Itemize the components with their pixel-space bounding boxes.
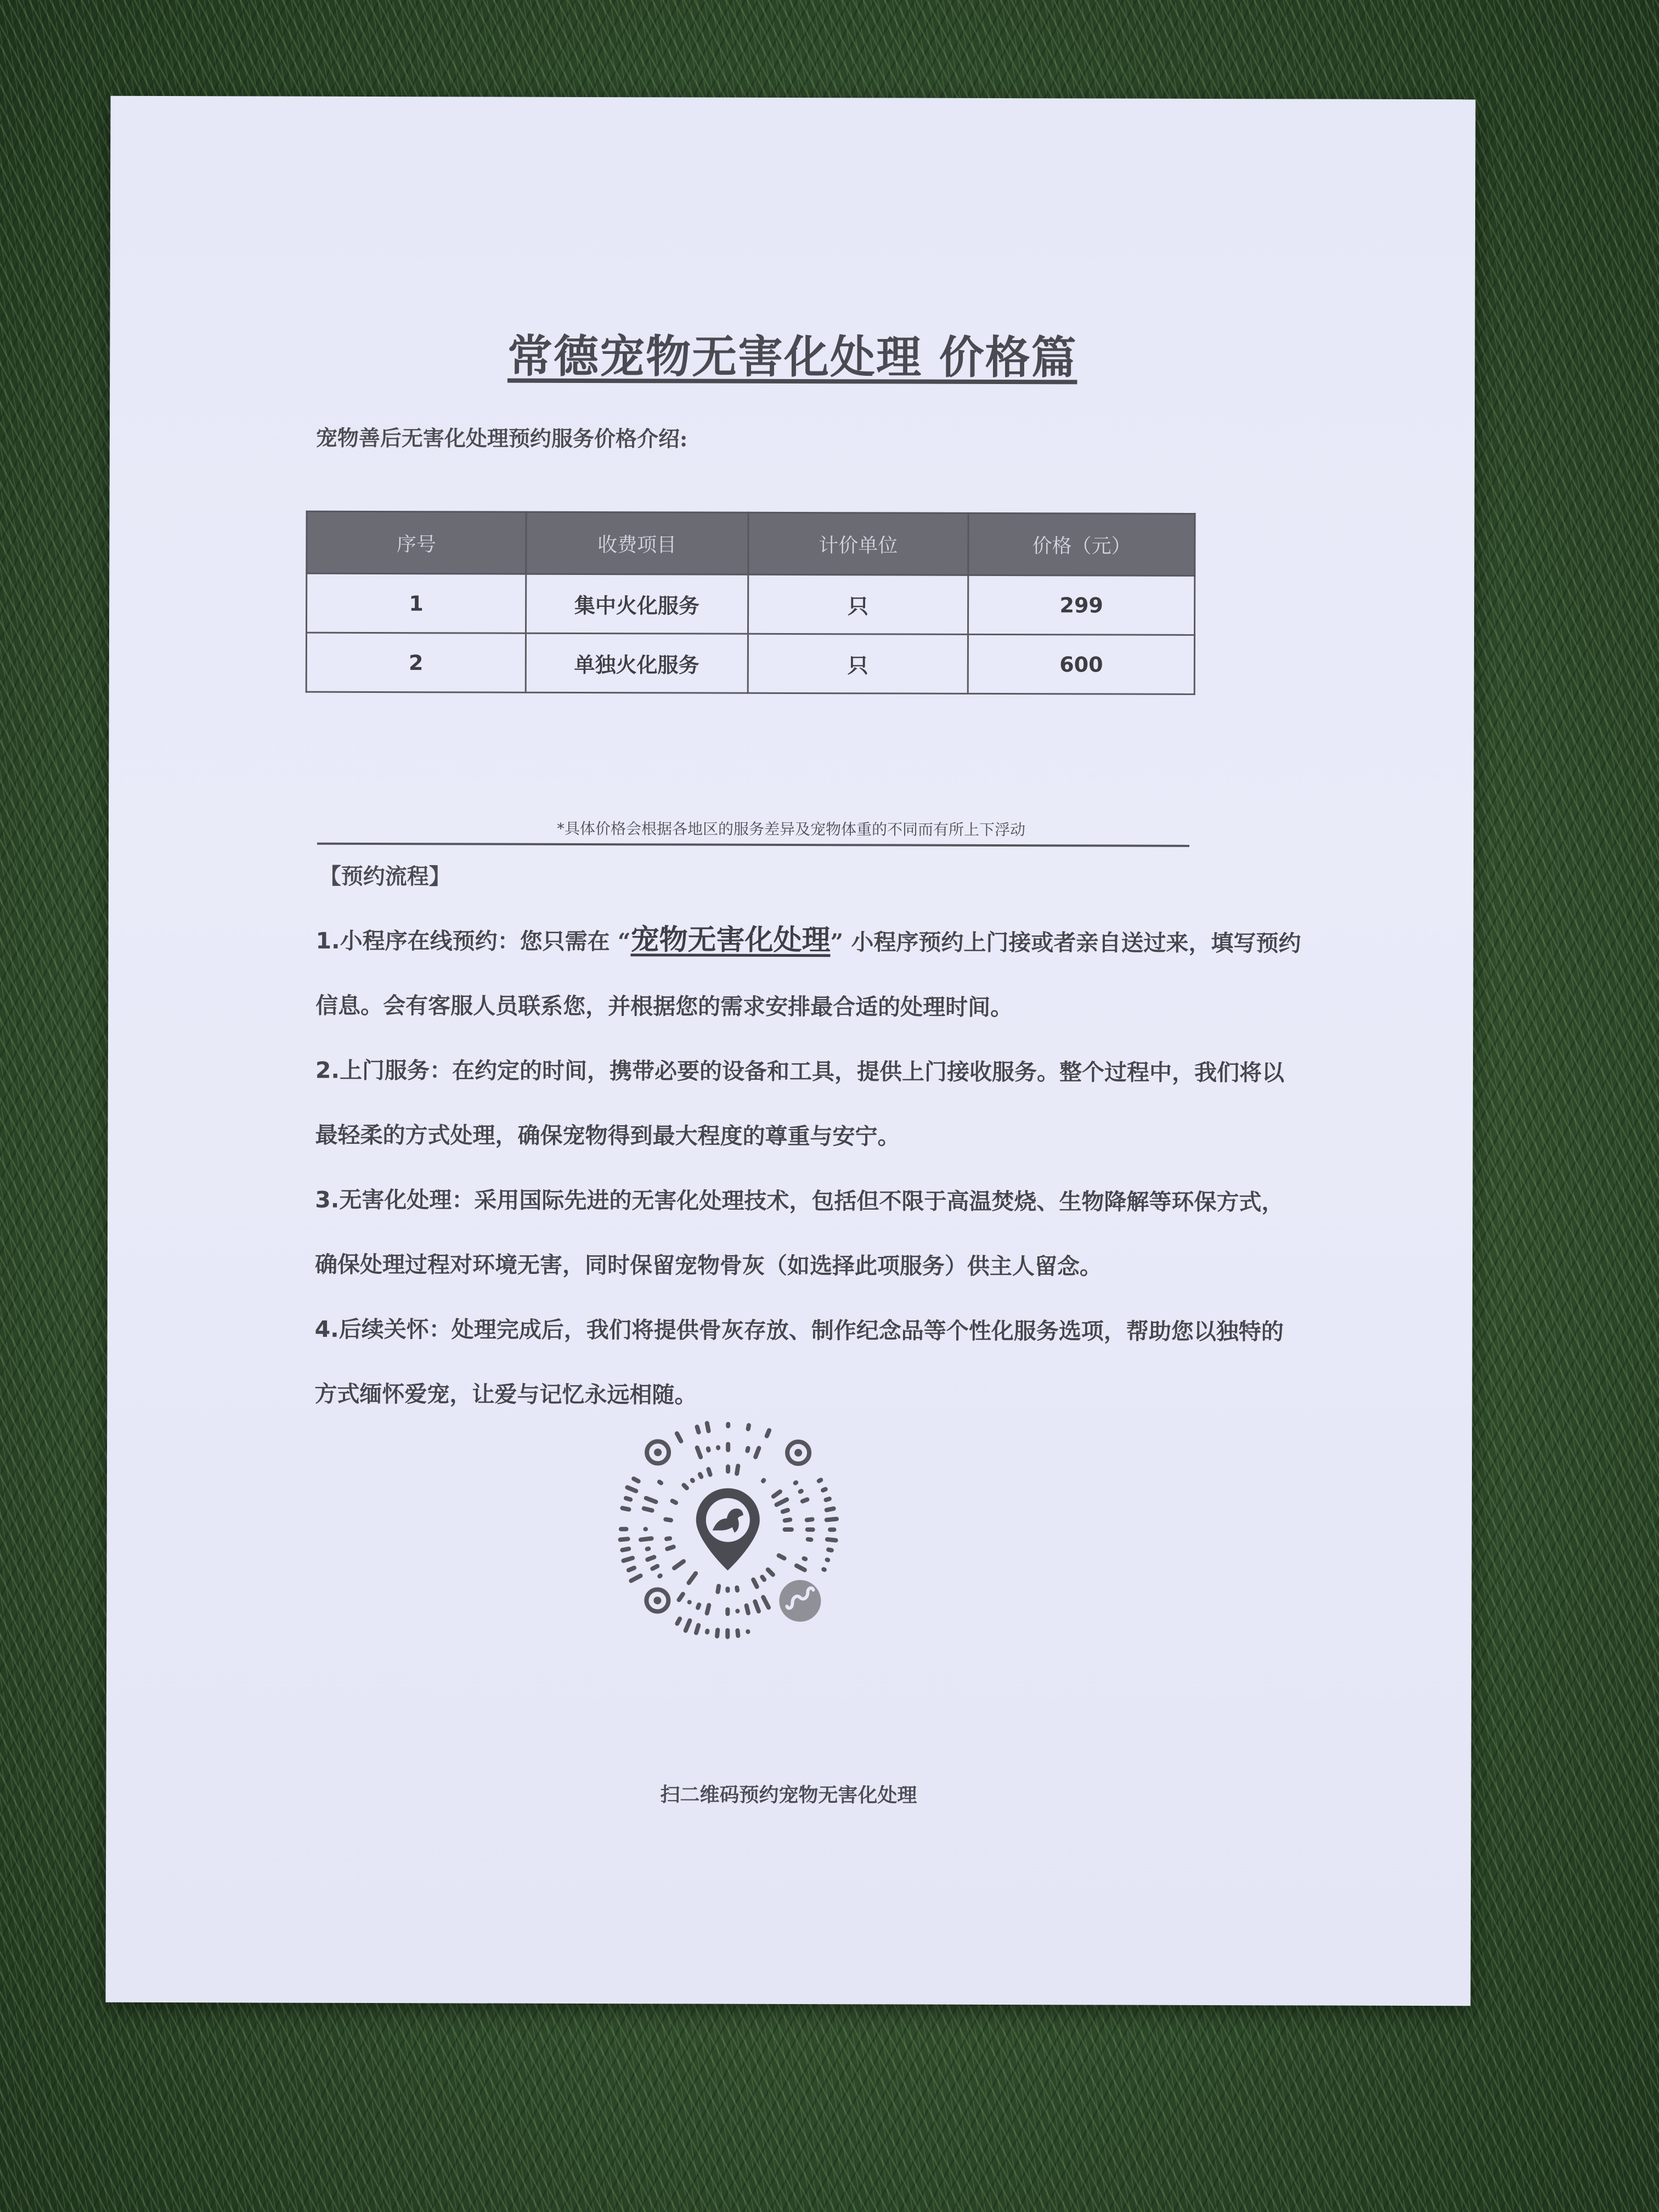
qr-dash — [780, 1507, 791, 1514]
qr-dash — [735, 1609, 740, 1613]
table-row — [306, 573, 1194, 635]
qr-dash — [735, 1628, 741, 1638]
qr-dash — [715, 1583, 721, 1594]
qr-dash — [706, 1446, 711, 1453]
qr-dash — [682, 1618, 692, 1634]
qr-dash — [704, 1420, 711, 1434]
qr-dash — [706, 1466, 713, 1477]
step-3-lead: 3.无害化处理： — [315, 1186, 475, 1214]
qr-dash — [695, 1445, 704, 1460]
qr-dash — [735, 1585, 740, 1593]
qr-dash — [801, 1556, 808, 1562]
document-page — [105, 96, 1475, 2006]
qr-dash — [821, 1566, 827, 1572]
step-2-text: 在约定的时间，携带必要的设备和工具，提供上门接收服务。整个过程中，我们将以最轻柔的方式处理，确保宠物得到最大程度的尊重与安宁。 — [315, 1057, 1285, 1150]
qr-dash — [751, 1577, 760, 1590]
qr-dash — [645, 1546, 651, 1551]
document-title: 常德宠物无害化处理 价格篇 — [507, 330, 1077, 385]
qr-dash — [797, 1488, 804, 1494]
qr-dash — [671, 1558, 686, 1571]
qr-dash — [764, 1427, 772, 1439]
step-4-text: 处理完成后，我们将提供骨灰存放、制作纪念品等个性化服务选项，帮助您以独特的方式缅怀爱宠，让爱与记忆永远相随。 — [314, 1316, 1284, 1408]
process-step-3 — [315, 1167, 1303, 1300]
qr-dash — [820, 1486, 828, 1493]
qr-dash — [674, 1616, 683, 1627]
qr-dash — [760, 1594, 772, 1611]
table-header-row — [307, 511, 1195, 575]
header-price: 价格（元） — [968, 513, 1195, 575]
qr-dash — [656, 1479, 664, 1486]
qr-dash — [657, 1572, 664, 1579]
row-service: 集中火化服务 — [526, 574, 748, 634]
header-service: 收费项目 — [526, 512, 748, 574]
qr-dash — [623, 1496, 633, 1503]
qr-dash — [805, 1527, 815, 1532]
qr-dash — [746, 1423, 752, 1431]
qr-dash — [776, 1553, 787, 1561]
qr-dash — [725, 1628, 730, 1639]
row-index: 2 — [306, 633, 526, 692]
qr-dash — [619, 1527, 629, 1531]
qr-dash — [800, 1497, 810, 1504]
qr-dash — [697, 1471, 704, 1480]
qr-dash — [744, 1603, 751, 1616]
qr-dash — [693, 1622, 701, 1635]
divider — [317, 843, 1189, 847]
qr-dash — [753, 1445, 762, 1460]
step-1-lead: 1.小程序在线预约： — [315, 927, 520, 955]
qr-dash — [782, 1517, 793, 1523]
table-row — [306, 633, 1194, 694]
qr-dash — [792, 1480, 799, 1486]
qr-dash — [825, 1557, 831, 1562]
qr-dash — [669, 1498, 679, 1505]
qr-dash — [628, 1573, 644, 1584]
qr-dash — [695, 1602, 702, 1611]
row-service: 单独火化服务 — [526, 633, 748, 693]
step-4-lead: 4.后续关怀： — [314, 1316, 452, 1343]
qr-dash — [620, 1555, 635, 1564]
qr-dash — [644, 1496, 659, 1505]
mini-program-badge-icon — [779, 1580, 821, 1622]
qr-dash — [620, 1546, 631, 1553]
qr-dash — [816, 1477, 823, 1484]
qr-dash — [686, 1599, 692, 1605]
qr-dash — [774, 1497, 789, 1508]
qr-dash — [765, 1566, 776, 1578]
qr-dash — [639, 1536, 654, 1542]
step-3-text: 采用国际先进的无害化处理技术，包括但不限于高温焚烧、生物降解等环保方式，确保处理过程对环境无害，同时保留宠物骨灰（如选择此项服务）供主人留念。 — [314, 1187, 1284, 1280]
qr-dash — [681, 1482, 690, 1491]
row-unit: 只 — [748, 634, 968, 693]
qr-dash — [695, 1424, 702, 1435]
qr-dash — [674, 1430, 684, 1444]
row-price: 600 — [968, 634, 1194, 694]
row-index: 1 — [306, 573, 526, 633]
quote-open: “ — [617, 928, 631, 955]
row-price: 299 — [968, 575, 1195, 635]
qr-dash — [825, 1537, 838, 1543]
quote-close: ” — [830, 929, 844, 956]
qr-dash — [793, 1562, 808, 1573]
qr-dash — [759, 1574, 768, 1583]
qr-dash — [686, 1570, 699, 1585]
process-step-2 — [315, 1038, 1303, 1170]
price-note: *具体价格会根据各地区的服务差异及宠物体重的不同而有所上下浮动 — [557, 819, 1026, 839]
qr-dash — [725, 1607, 730, 1616]
qr-dash — [783, 1527, 794, 1532]
process-title: 【预约流程】 — [319, 863, 451, 890]
pet-location-pin-icon — [696, 1488, 760, 1571]
header-unit: 计价单位 — [748, 512, 968, 575]
qr-dash — [643, 1527, 648, 1531]
qr-dash — [704, 1602, 712, 1616]
qr-dash — [805, 1537, 814, 1542]
qr-dash — [826, 1547, 834, 1553]
mini-program-qr-code[interactable] — [607, 1408, 849, 1650]
qr-dash — [716, 1445, 721, 1451]
step-1-after: 小程序预约上门接或者亲自送过来，填写预约信息。会有客服人员联系您，并根据您的需求安排最合适的处理时间。 — [315, 929, 1301, 1021]
header-index: 序号 — [307, 511, 526, 574]
qr-dash — [620, 1505, 631, 1512]
qr-dash — [645, 1554, 657, 1562]
qr-dash — [824, 1506, 836, 1513]
process-step-1 — [315, 907, 1304, 1041]
qr-dash — [725, 1587, 730, 1593]
qr-dash — [664, 1544, 676, 1552]
qr-dash — [715, 1628, 720, 1639]
qr-dash — [824, 1516, 839, 1522]
qr-dash — [734, 1463, 740, 1476]
qr-dash — [689, 1477, 696, 1484]
qr-dash — [663, 1517, 674, 1523]
qr-dash — [823, 1496, 832, 1503]
qr-dash — [624, 1485, 639, 1494]
qr-dash — [631, 1476, 641, 1484]
qr-dash — [626, 1565, 637, 1573]
qr-dash — [746, 1629, 751, 1634]
qr-dash — [704, 1628, 710, 1635]
qr-dash — [745, 1446, 751, 1454]
qr-dash — [828, 1527, 836, 1532]
row-unit: 只 — [748, 574, 968, 634]
qr-dash — [641, 1506, 655, 1513]
qr-dash — [726, 1422, 730, 1429]
qr-dash — [664, 1536, 672, 1542]
booking-process — [314, 859, 1304, 1429]
price-table — [306, 511, 1196, 695]
price-intro: 宠物善后无害化处理预约服务价格介绍: — [315, 425, 688, 452]
qr-dash — [726, 1442, 730, 1452]
step-1-before: 您只需在 — [520, 928, 610, 955]
qr-dash — [752, 1599, 761, 1614]
qr-dash — [618, 1537, 630, 1542]
qr-caption: 扫二维码预约宠物无害化处理 — [660, 1783, 917, 1807]
qr-dash — [760, 1477, 766, 1484]
qr-dash — [676, 1591, 686, 1603]
qr-dash — [804, 1517, 815, 1522]
step-2-lead: 2.上门服务： — [315, 1057, 453, 1084]
qr-dash — [726, 1464, 730, 1474]
qr-dash — [650, 1563, 661, 1571]
qr-dash — [770, 1488, 783, 1499]
mini-program-name: 宠物无害化处理 — [630, 923, 831, 957]
